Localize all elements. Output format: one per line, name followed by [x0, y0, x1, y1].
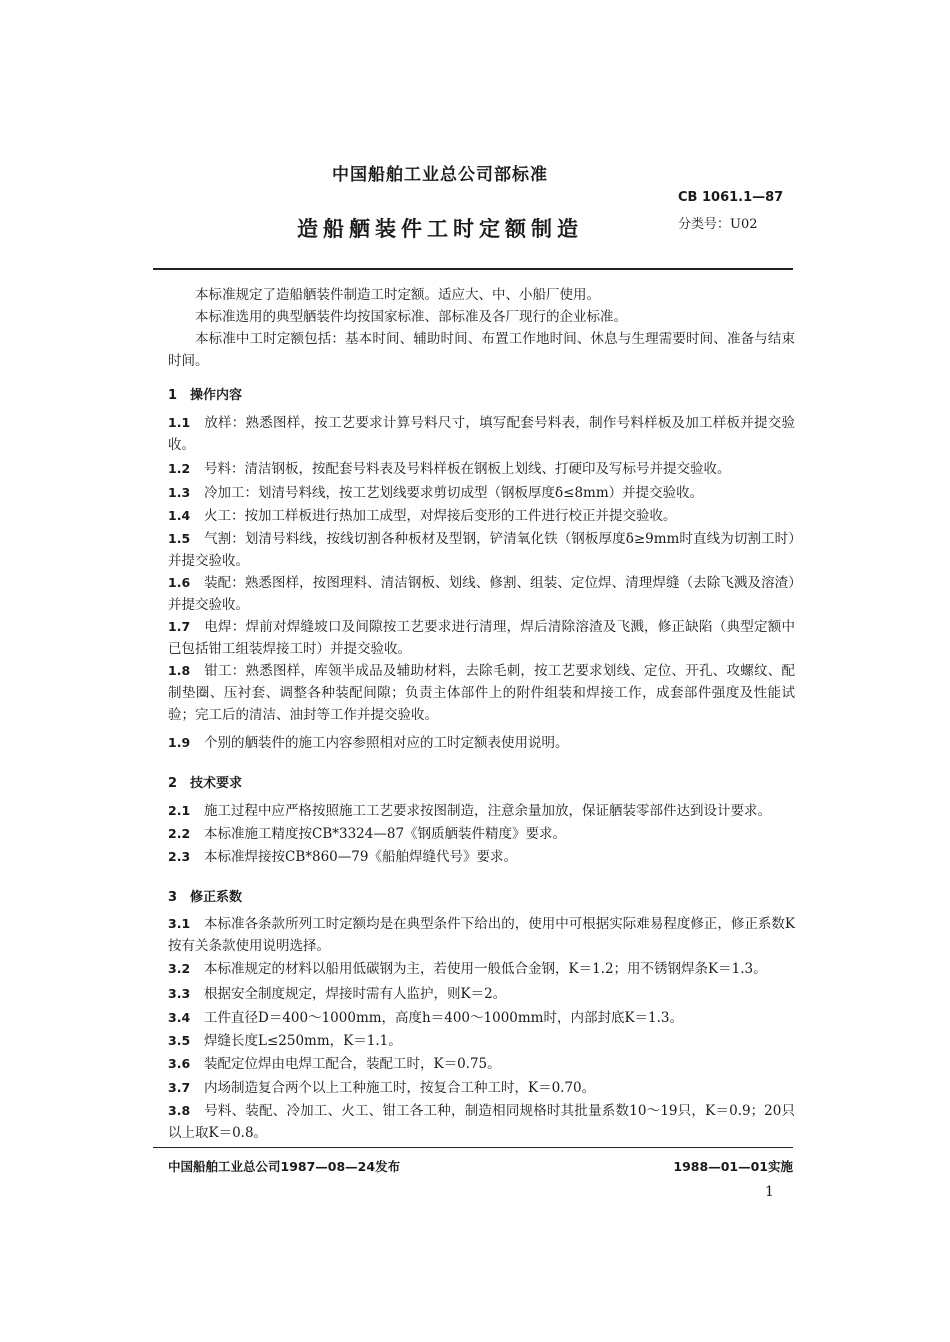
clause-number: 2.2 [168, 826, 191, 841]
clause-text: 号料：清洁钢板，按配套号料表及号料样板在钢板上划线、打硬印及写标号并提交验收。 [204, 461, 731, 477]
clause-text: 根据安全制度规定，焊接时需有人监护，则K＝2。 [204, 986, 507, 1002]
clause-number: 3.1 [168, 916, 191, 931]
clause-text: 内场制造复合两个以上工种施工时，按复合工种工时，K＝0.70。 [204, 1080, 596, 1096]
clause-number: 3.7 [168, 1080, 191, 1095]
clause [168, 958, 795, 980]
clause [168, 913, 795, 957]
clause-text: 电焊：焊前对焊缝坡口及间隙按工艺要求进行清理，焊后清除溶渣及飞溅，修正缺陷（典型定额中已包括钳工组装焊接工时）并提交验收。 [168, 619, 795, 657]
intro-paragraph: 本标准规定了造船舾装件制造工时定额。适应大、中、小船厂使用。 [195, 287, 600, 303]
clause-text: 号料、装配、冷加工、火工、钳工各工种，制造相同规格时其批量系数10～19只，K＝0.9；20只以上取K＝0.8。 [168, 1103, 795, 1141]
clause [168, 846, 795, 868]
clause-number: 2.3 [168, 849, 191, 864]
clause-text: 本标准焊接按CB*860—79《船舶焊缝代号》要求。 [204, 849, 517, 865]
organization-name: 中国船舶工业总公司部标准 [332, 165, 548, 185]
clause-number: 1.8 [168, 663, 191, 678]
clause-number: 1.2 [168, 461, 191, 476]
page-number: 1 [765, 1184, 774, 1200]
clause [168, 800, 795, 822]
intro-paragraph: 本标准选用的典型舾装件均按国家标准、部标准及各厂现行的企业标准。 [195, 309, 627, 325]
clause [168, 1100, 795, 1144]
clause-text: 装配定位焊由电焊工配合，装配工时，K＝0.75。 [204, 1056, 501, 1072]
clause-number: 3.8 [168, 1103, 191, 1118]
clause-number: 1.3 [168, 485, 191, 500]
standard-code: CB 1061.1—87 [678, 190, 784, 205]
clause [168, 660, 795, 726]
clause [168, 1077, 795, 1099]
clause-text: 钳工：熟悉图样，库领半成品及辅助材料，去除毛刺，按工艺要求划线、定位、开孔、攻螺纹、配制垫圈、压衬套、调整各种装配间隙；负责主体部件上的附件组装和焊接工作，成套部件强度及性能试验；完工后的清洁、油封等工作并提交验收。 [168, 663, 795, 723]
clause-number: 3.4 [168, 1010, 191, 1025]
clause [168, 1030, 795, 1052]
section-title: 技术要求 [190, 776, 243, 791]
clause-number: 3.6 [168, 1056, 191, 1071]
clause [168, 528, 795, 572]
section-number: 3 [168, 890, 178, 905]
clause [168, 572, 795, 616]
clause-number: 1.1 [168, 415, 191, 430]
clause-number: 3.2 [168, 961, 191, 976]
clause [168, 505, 795, 527]
classification-number: 分类号：U02 [678, 217, 758, 232]
section-number: 2 [168, 776, 178, 791]
clause-text: 放样：熟悉图样，按工艺要求计算号料尺寸，填写配套号料表，制作号料样板及加工样板并提交验收。 [168, 415, 795, 453]
section-number: 1 [168, 388, 178, 403]
clause [168, 616, 795, 660]
intro-paragraph: 本标准中工时定额包括：基本时间、辅助时间、布置工作地时间、休息与生理需要时间、准备与结束时间。 [168, 331, 795, 369]
clause-number: 1.6 [168, 575, 191, 590]
clause [168, 482, 795, 504]
document-title: 造船舾装件工时定额制造 [297, 217, 583, 241]
clause-number: 1.9 [168, 735, 191, 750]
clause-text: 本标准各条款所列工时定额均是在典型条件下给出的，使用中可根据实际难易程度修正，修正系数K按有关条款使用说明选择。 [168, 916, 795, 954]
clause-number: 1.7 [168, 619, 191, 634]
header-divider [153, 268, 793, 270]
clause-text: 装配：熟悉图样，按图理料、清洁钢板、划线、修割、组装、定位焊、清理焊缝（去除飞溅及溶渣）并提交验收。 [168, 575, 795, 613]
clause [168, 1007, 795, 1029]
clause [168, 732, 795, 754]
section-heading [168, 886, 242, 905]
clause-text: 个别的舾装件的施工内容参照相对应的工时定额表使用说明。 [204, 735, 569, 751]
issue-date: 中国船舶工业总公司1987—08—24发布 [168, 1159, 401, 1174]
section-heading [168, 384, 242, 403]
clause-number: 3.3 [168, 986, 191, 1001]
section-heading [168, 772, 242, 791]
clause [168, 458, 795, 480]
clause [168, 823, 795, 845]
clause-text: 本标准规定的材料以船用低碳钢为主，若使用一般低合金钢，K＝1.2；用不锈钢焊条K＝1.3。 [204, 961, 767, 977]
clause [168, 1053, 795, 1075]
clause [168, 983, 795, 1005]
clause-number: 3.5 [168, 1033, 191, 1048]
clause-text: 冷加工：划清号料线，按工艺划线要求剪切成型（钢板厚度δ≤8mm）并提交验收。 [204, 485, 704, 501]
clause-text: 火工：按加工样板进行热加工成型，对焊接后变形的工件进行校正并提交验收。 [204, 508, 677, 524]
section-title: 修正系数 [190, 890, 243, 905]
clause-text: 工件直径D＝400～1000mm，高度h＝400～1000mm时，内部封底K＝1.3。 [204, 1010, 684, 1026]
clause-text: 本标准施工精度按CB*3324—87《钢质舾装件精度》要求。 [204, 826, 567, 842]
clause-number: 1.4 [168, 508, 191, 523]
clause-text: 气割：划清号料线，按线切割各种板材及型钢，铲清氧化铁（钢板厚度δ≥9mm时直线为切割工时）并提交验收。 [168, 531, 795, 569]
section-title: 操作内容 [190, 388, 243, 403]
footer-divider [153, 1147, 793, 1148]
clause-text: 焊缝长度L≤250mm，K＝1.1。 [204, 1033, 402, 1049]
clause [168, 412, 795, 456]
clause-number: 1.5 [168, 531, 191, 546]
effective-date: 1988—01—01实施 [673, 1159, 793, 1174]
clause-number: 2.1 [168, 803, 191, 818]
clause-text: 施工过程中应严格按照施工工艺要求按图制造，注意余量加放，保证舾装零部件达到设计要求。 [204, 803, 771, 819]
